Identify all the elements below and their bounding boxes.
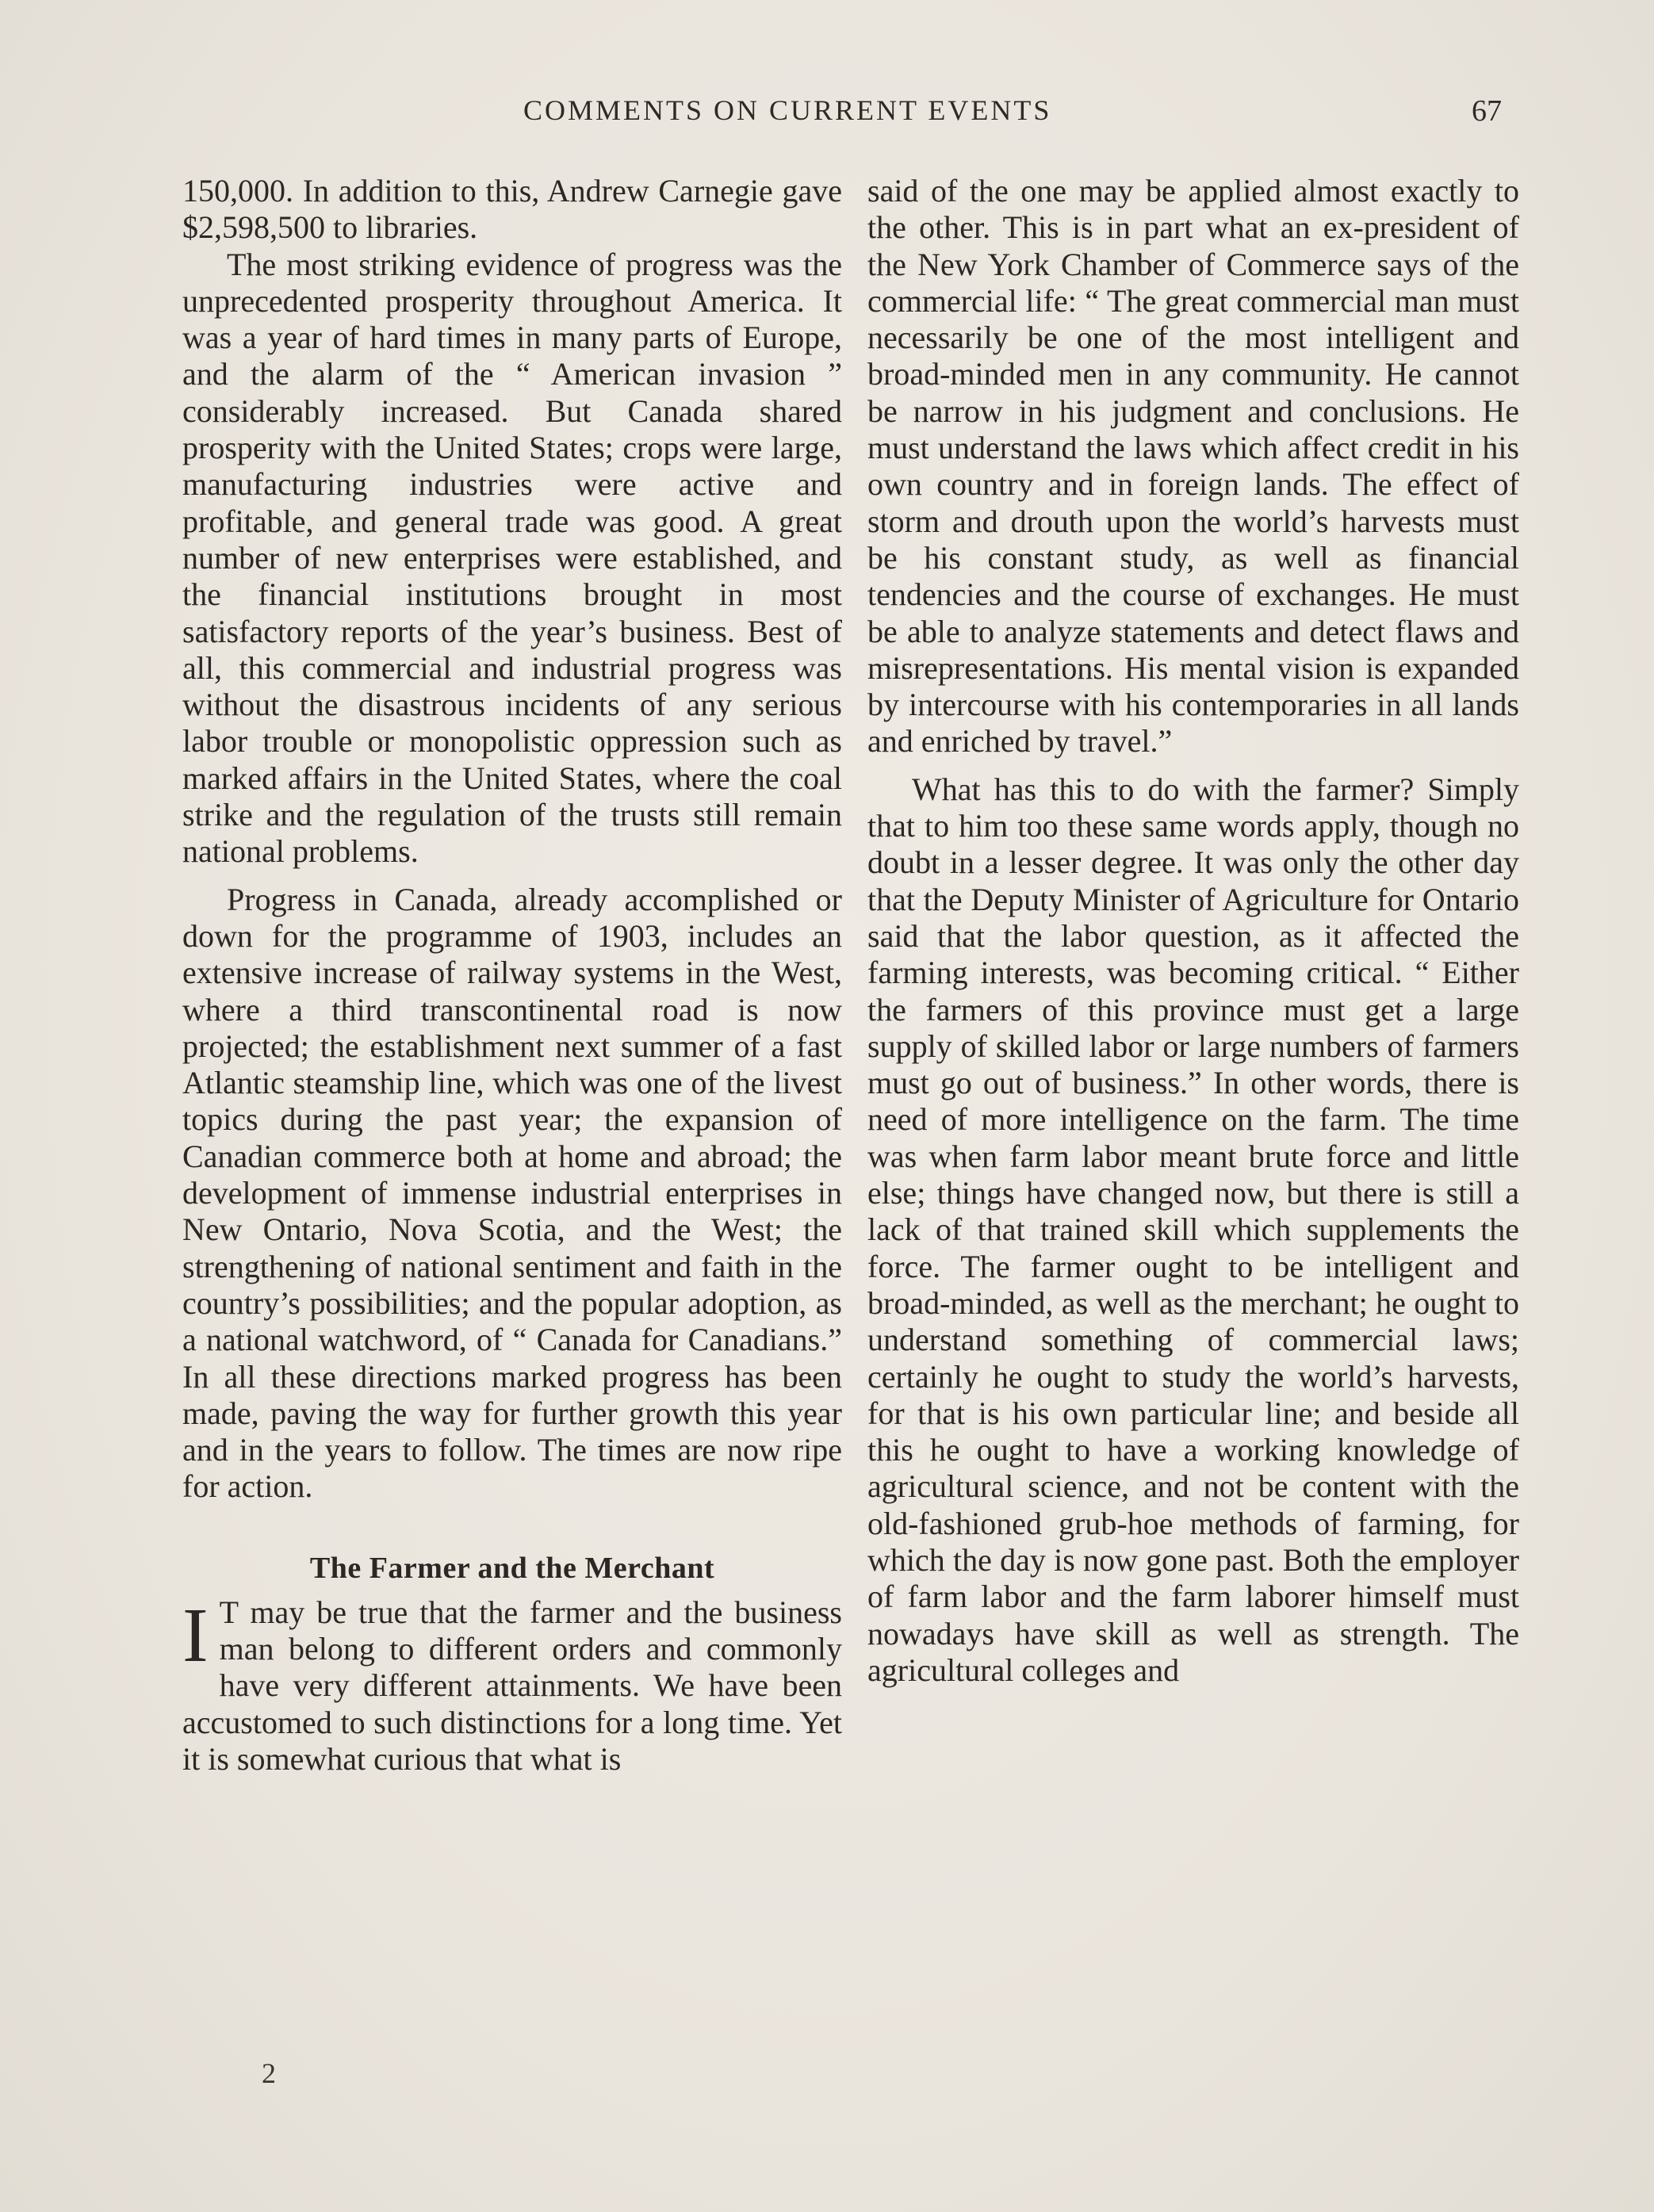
page-number: 67 [1472, 94, 1502, 128]
signature-mark: 2 [262, 2057, 276, 2089]
left-column [182, 173, 842, 1778]
running-head: COMMENTS ON CURRENT EVENTS [523, 94, 1052, 126]
left-paragraph-3: Progress in Canada, already accomplished or down for the programme of 1903, includes an extensive increase of railway systems in the West, where a third transcontinental road is now projected; the establishment next summer of a fast Atlantic steamship line, which was one of the livest topics during the past year; the expansion of Canadian commerce both at home and abroad; the development of immense industrial enterprises in New Ontario, Nova Scotia, and the West; the strengthening of national sentiment and faith in the country’s possibilities; and the popular adoption, as a national watchword, of “ Canada for Canadians.” In all these directions marked progress has been made, paving the way for further growth this year and in the years to follow. The times are now ripe for action. [182, 881, 842, 1505]
left-paragraph-4 [182, 1594, 842, 1778]
left-paragraph-4-text: T may be true that the farmer and the business man belong to different orders and commonly have very different attainments. We have been accustomed to such distinctions for a long time. Yet it is somewhat curious that what is [182, 1594, 842, 1777]
drop-cap: I [182, 1592, 209, 1678]
right-paragraph-2: What has this to do with the farmer? Simply that to him too these same words apply, though no doubt in a lesser degree. It was only the other day that the Deputy Minister of Agriculture for Ontario said that the labor question, as it affected the farming interests, was becoming critical. “ Either the farmers of this province must get a large supply of skilled labor or large numbers of farmers must go out of business.” In other words, there is need of more intelligence on the farm. The time was when farm labor meant brute force and little else; things have changed now, but there is still a lack of that trained skill which supplements the force. The farmer ought to be intelligent and broad-minded, as well as the merchant; he ought to understand something of commercial laws; certainly he ought to study the world’s harvests, for that is his own particular line; and beside all this he ought to have a working knowledge of agricultural science, and not be content with the old-fashioned grub-hoe methods of farming, for which the day is now gone past. Both the employer of farm labor and the farm laborer himself must nowadays have skill as well as strength. The agricultural colleges and [867, 771, 1519, 1688]
right-column [867, 173, 1519, 1689]
left-paragraph-1: 150,000. In addition to this, Andrew Carnegie gave $2,598,500 to libraries. [182, 173, 842, 246]
right-paragraph-1: said of the one may be applied almost exactly to the other. This is in part what an ex-president of the New York Chamber of Commerce says of the commercial life: “ The great commercial man must necessarily be one of the most intelligent and broad-minded men in any community. He cannot be narrow in his judgment and conclusions. He must understand the laws which affect credit in his own country and in foreign lands. The effect of storm and drouth upon the world’s harvests must be his constant study, as well as financial tendencies and the course of exchanges. He must be able to analyze statements and detect flaws and misrepresentations. His mental vision is expanded by intercourse with his contemporaries in all lands and enriched by travel.” [867, 173, 1519, 760]
left-paragraph-2: The most striking evidence of progress was the unprecedented prosperity throughout America. It was a year of hard times in many parts of Europe, and the alarm of the “ American invasion ” considerably increased. But Canada shared prosperity with the United States; crops were large, manufacturing industries were active and profitable, and general trade was good. A great number of new enterprises were established, and the financial institutions brought in most satisfactory reports of the year’s business. Best of all, this commercial and industrial progress was without the disastrous incidents of any serious labor trouble or monopolistic oppression such as marked affairs in the United States, where the coal strike and the regulation of the trusts still remain national problems. [182, 246, 842, 870]
section-heading: The Farmer and the Merchant [309, 1551, 715, 1585]
